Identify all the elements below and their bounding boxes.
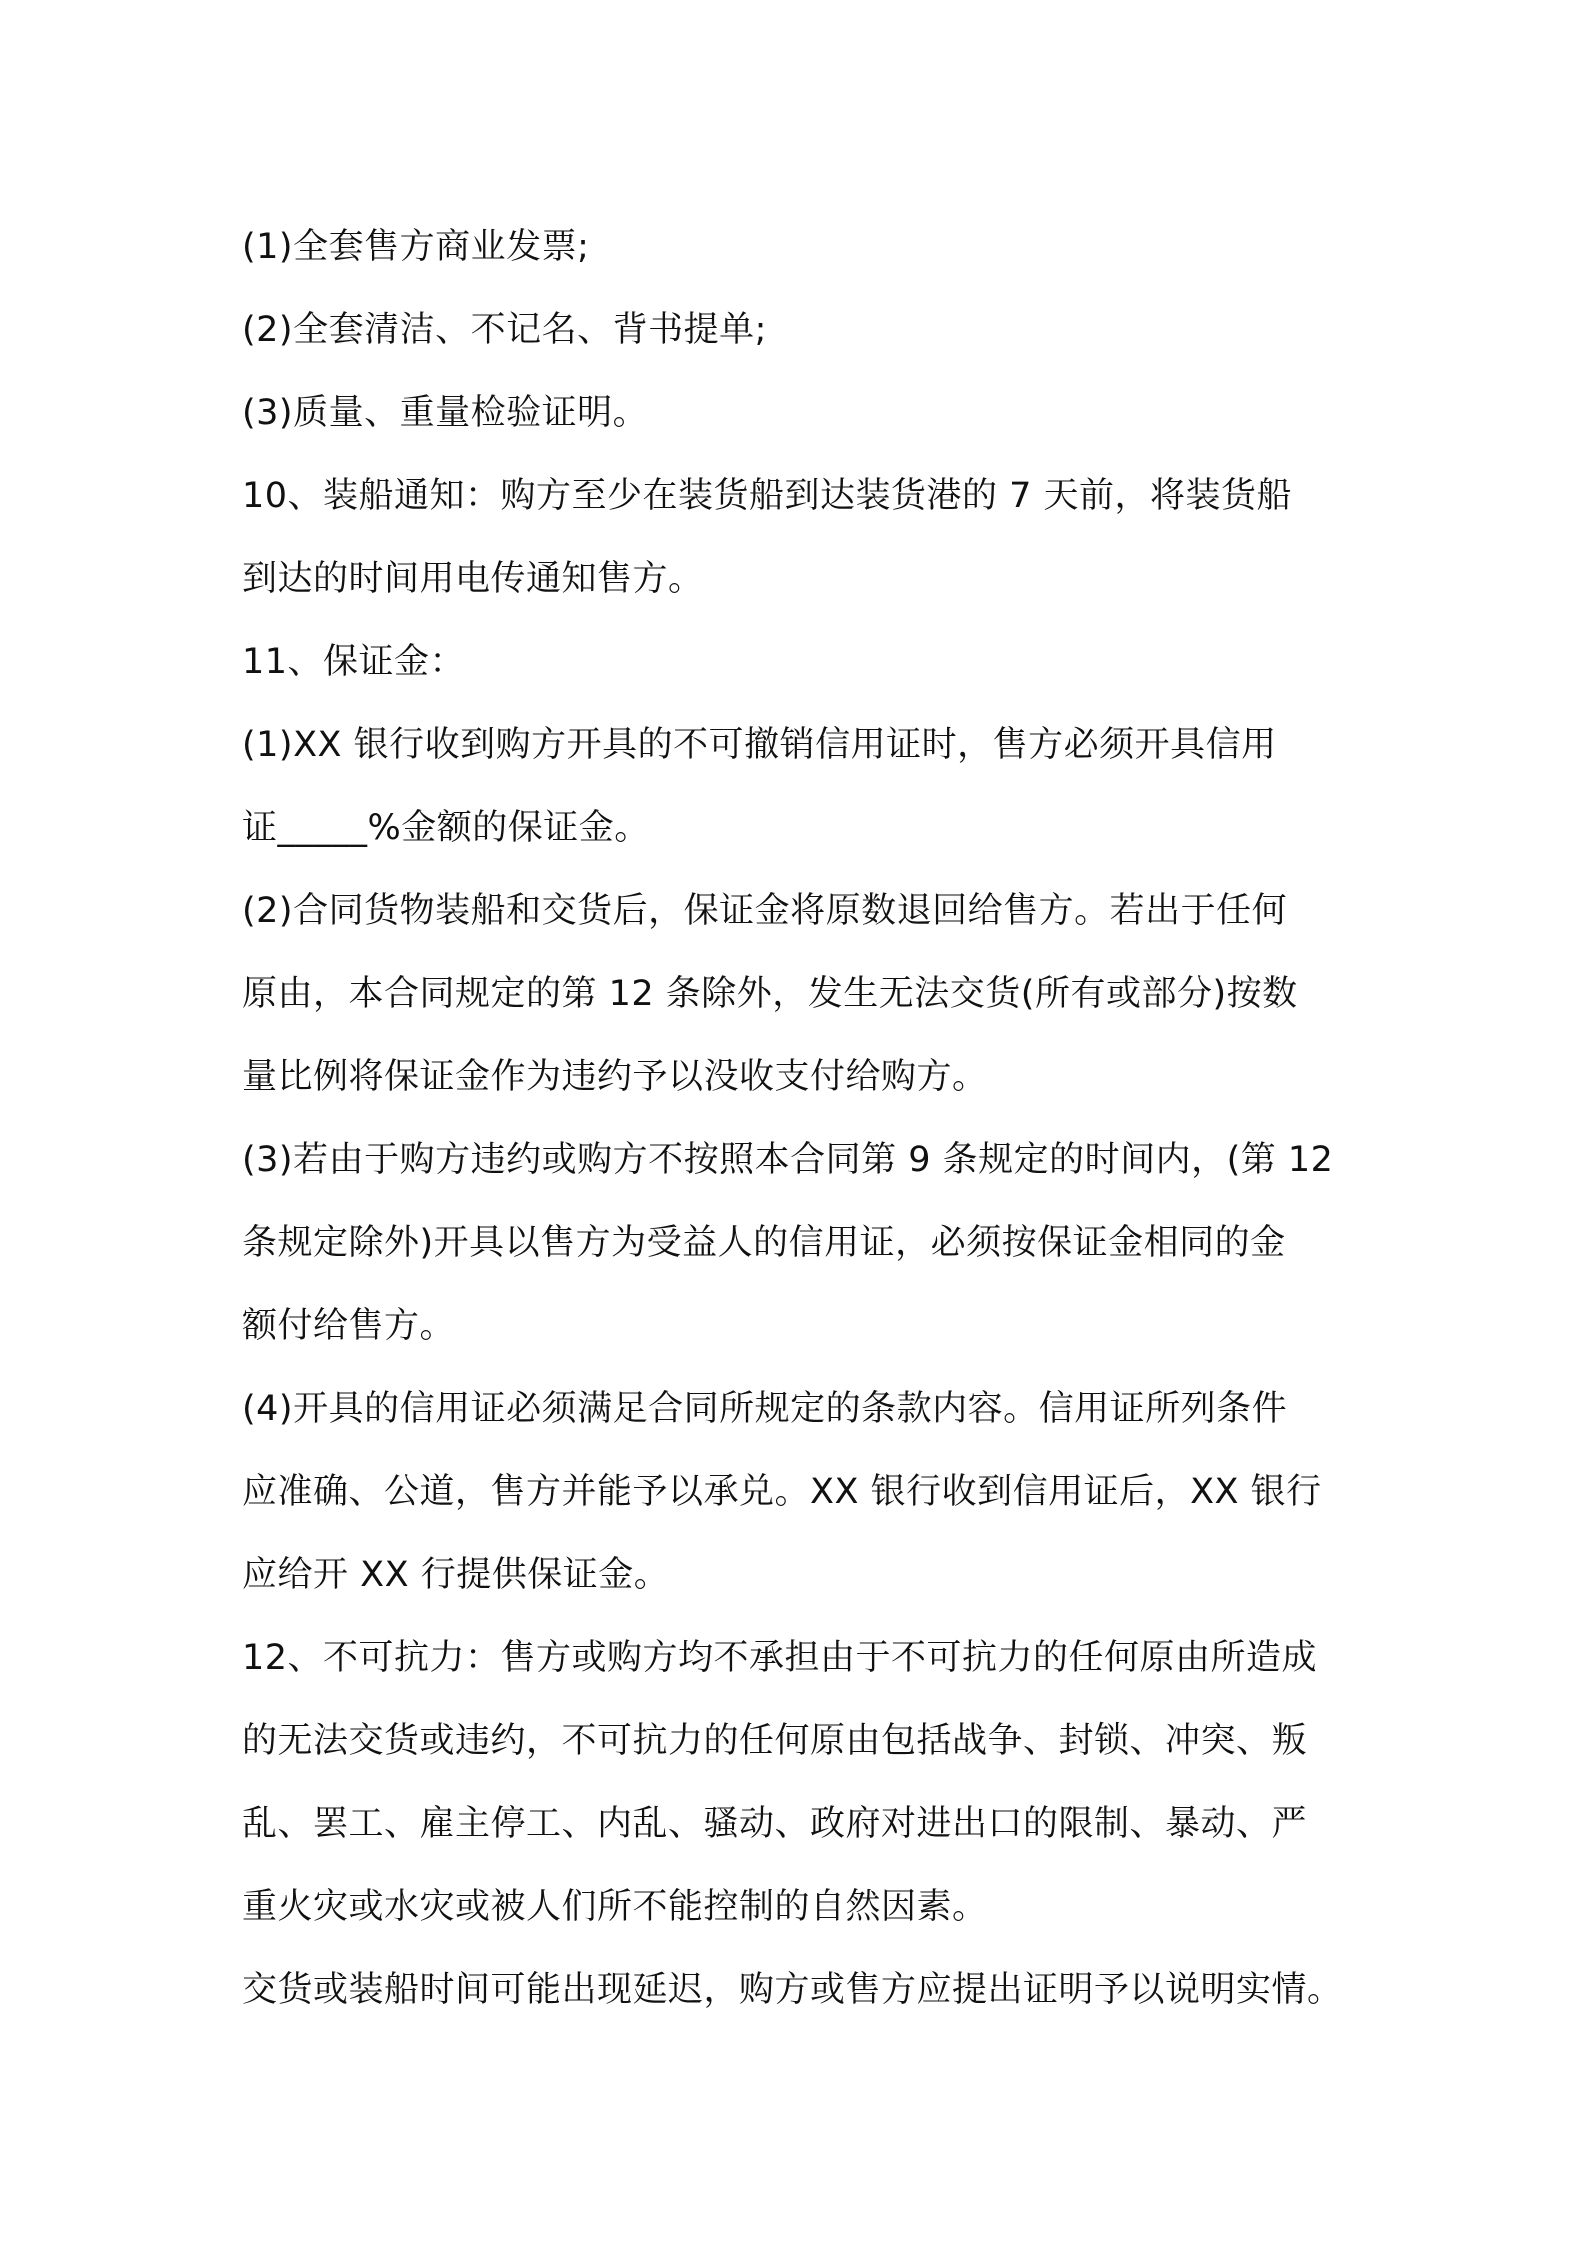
text-line: 乱、罢工、雇主停工、内乱、骚动、政府对进出口的限制、暴动、严 bbox=[242, 1804, 1308, 1844]
text-line: 应给开 XX 行提供保证金。 bbox=[242, 1555, 670, 1595]
text-line: (3)质量、重量检验证明。 bbox=[242, 393, 649, 433]
text-line: 应准确、公道，售方并能予以承兑。XX 银行收到信用证后，XX 银行 bbox=[242, 1472, 1322, 1512]
text-line: (2)合同货物装船和交货后，保证金将原数退回给售方。若出于任何 bbox=[242, 891, 1288, 931]
text-line: 到达的时间用电传通知售方。 bbox=[242, 559, 704, 599]
text-line: (1)全套售方商业发票; bbox=[242, 227, 590, 267]
text-line: 的无法交货或违约，不可抗力的任何原由包括战争、封锁、冲突、叛 bbox=[242, 1721, 1308, 1761]
text-line: 重火灾或水灾或被人们所不能控制的自然因素。 bbox=[242, 1887, 988, 1927]
text-line: 原由，本合同规定的第 12 条除外，发生无法交货(所有或部分)按数 bbox=[242, 974, 1298, 1014]
text-line: 条规定除外)开具以售方为受益人的信用证，必须按保证金相同的金 bbox=[242, 1223, 1286, 1263]
text-line: 额付给售方。 bbox=[242, 1306, 456, 1346]
text-line: (3)若由于购方违约或购方不按照本合同第 9 条规定的时间内，(第 12 bbox=[242, 1140, 1334, 1180]
text-line: (2)全套清洁、不记名、背书提单; bbox=[242, 310, 767, 350]
text-line: 10、装船通知：购方至少在装货船到达装货港的 7 天前，将装货船 bbox=[242, 476, 1293, 516]
text-line: (4)开具的信用证必须满足合同所规定的条款内容。信用证所列条件 bbox=[242, 1389, 1288, 1429]
text-line: 12、不可抗力：售方或购方均不承担由于不可抗力的任何原由所造成 bbox=[242, 1638, 1318, 1678]
text-line: 证_____%金额的保证金。 bbox=[242, 808, 650, 848]
document-body bbox=[242, 206, 1382, 2032]
text-line: 交货或装船时间可能出现延迟，购方或售方应提出证明予以说明实情。 bbox=[242, 1970, 1343, 2010]
text-line: 11、保证金： bbox=[242, 642, 466, 682]
text-line: 量比例将保证金作为违约予以没收支付给购方。 bbox=[242, 1057, 988, 1097]
text-line: (1)XX 银行收到购方开具的不可撤销信用证时，售方必须开具信用 bbox=[242, 725, 1277, 765]
